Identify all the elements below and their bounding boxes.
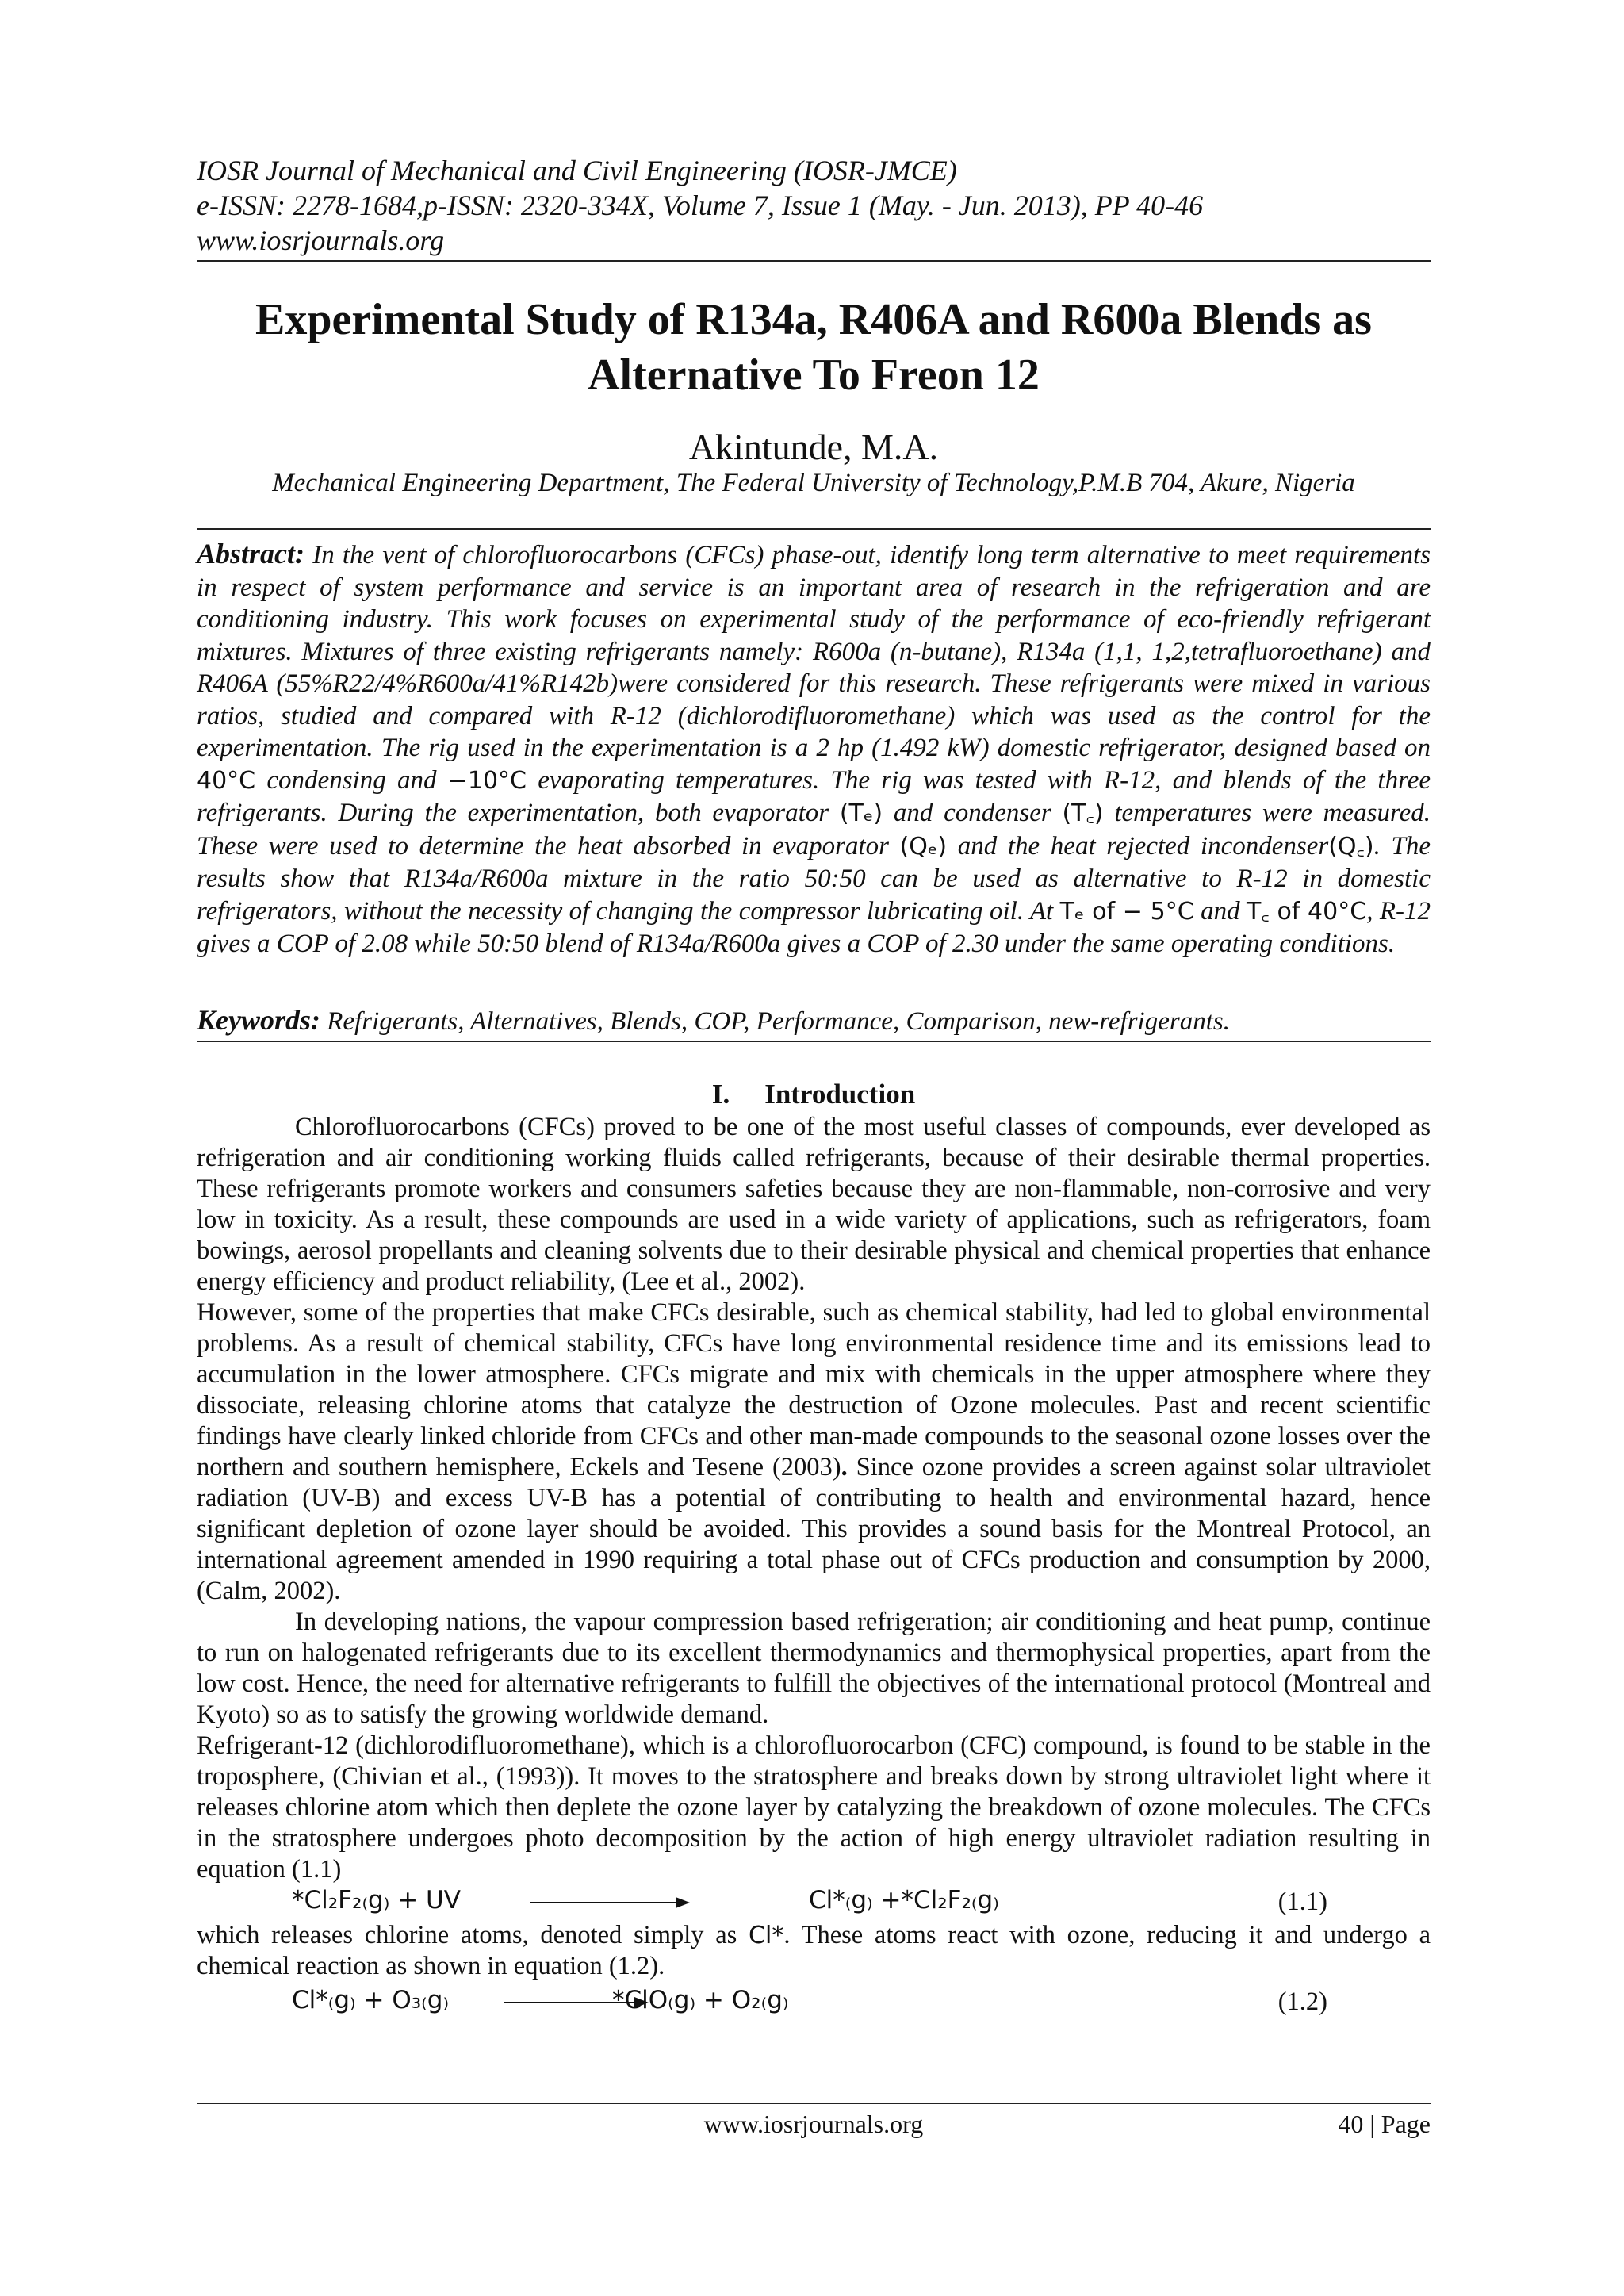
equation-lhs: *Cl₂F₂₍g₎ + UV <box>292 1886 461 1915</box>
footer-rule <box>197 2103 1431 2104</box>
equation-rhs: *ClO₍g₎ + O₂₍g₎ <box>612 1986 789 2014</box>
footer-url: www.iosrjournals.org <box>703 2110 924 2138</box>
math-inline: (Qₑ) <box>899 832 948 861</box>
equation-number: (1.1) <box>1277 1888 1327 1916</box>
abstract-text: and the heat rejected incondenser <box>947 831 1329 861</box>
equation-1-2 <box>197 1985 1431 2020</box>
abstract-text: temperatures were measured. These were used to determine the heat absorbed in evaporator <box>197 799 1431 861</box>
abstract-text: condensing and <box>255 765 448 795</box>
paragraph-text: . These atoms react with ozone, reducing it and undergo a chemical reaction as shown in equation (1.2). <box>197 1921 1431 1980</box>
math-inline: (Tₑ) <box>839 799 883 827</box>
paragraph-text: . <box>841 1453 848 1481</box>
section-number: I. <box>711 1079 730 1110</box>
equation-1-1 <box>197 1885 1431 1920</box>
abstract-text: In the vent of chlorofluorocarbons (CFCs) phase-out, identify long term alternative to meet requirements in respect of system performance and service is an important area of research in the refrigeration and are conditioning industry. This work focuses on experimental study of the performance of eco-friendly refrigerant mixtures. Mixtures of three existing refrigerants namely: R600a (n-butane), R134a (1,1, 1,2,tetrafluoroethane) and R406A (55%R22/4%R600a/41%R142b)were considered for this research. These refrigerants were mixed in various ratios, studied and compared with R-12 (dichlorodifluoromethane) which was used as the control for the experimentation. The rig used in the experimentation is a 2 hp (1.492 kW) domestic refrigerator, designed based on <box>197 541 1431 762</box>
paragraph: Chlorofluorocarbons (CFCs) proved to be one of the most useful classes of compounds, ever developed as refrigeration and air conditioning working fluids called refrigerants, because of their desirable thermal properties. These refrigerants promote workers and consumers safeties because they are non-flammable, non-corrosive and very low in toxicity. As a result, these compounds are used in a wide variety of applications, such as refrigerators, foam bowings, aerosol propellants and cleaning solvents due to their desirable physical and chemical properties that enhance energy efficiency and product reliability, (Lee et al., 2002). <box>197 1113 1431 1296</box>
math-inline: Cl* <box>749 1922 784 1949</box>
author-name: Akintunde, M.A. <box>688 427 939 467</box>
abstract-text: , R-12 gives a COP of 2.08 while 50:50 blend of R134a/R600a gives a COP of 2.30 under the same operating conditions. <box>197 896 1431 958</box>
paragraph <box>197 1920 1431 1982</box>
keywords-bottom-rule <box>197 1041 1431 1042</box>
math-inline: −10°C <box>447 766 527 795</box>
abstract <box>197 538 1431 960</box>
paragraph: Refrigerant-12 (dichlorodifluoromethane), which is a chlorofluorocarbon (CFC) compound, is found to be stable in the troposphere, (Chivian et al., (1993)). It moves to the stratosphere and breaks down by strong ultraviolet light where it releases chlorine atom which then deplete the ozone layer by catalyzing the breakdown of ozone molecules. The CFCs in the stratosphere undergoes photo decomposition by the action of high energy ultraviolet radiation resulting in equation (1.1) <box>197 1731 1431 1884</box>
paragraph-text: However, some of the properties that make CFCs desirable, such as chemical stability, had led to global environmental problems. As a result of chemical stability, CFCs have long environmental residence time and its emissions lead to accumulation in the lower atmosphere. CFCs migrate and mix with chemicals in the upper atmosphere where they dissociate, releasing chlorine atoms that catalyze the destruction of Ozone molecules. Past and recent scientific findings have clearly linked chloride from CFCs and other man-made compounds to the seasonal ozone losses over the northern and southern hemisphere, Eckels and Tesene (2003) <box>197 1298 1431 1481</box>
paragraph <box>197 1297 1431 1607</box>
page-footer <box>197 2108 1431 2140</box>
abstract-top-rule <box>197 528 1431 530</box>
journal-header <box>197 153 1431 258</box>
abstract-label: Abstract: <box>197 538 305 569</box>
paragraph-text: Since ozone provides a screen against solar ultraviolet radiation (UV-B) and excess UV-B has a potential of contributing to health and environmental hazard, hence significant depletion of ozone layer should be avoided. This provides a sound basis for the Montreal Protocol, an international agreement amended in 1990 requiring a total phase out of CFCs production and consumption by 2000, (Calm, 2002). <box>197 1453 1431 1605</box>
body-text <box>197 1112 1431 2020</box>
issn-line: e-ISSN: 2278-1684,p-ISSN: 2320-334X, Volume 7, Issue 1 (May. - Jun. 2013), PP 40-46 <box>197 190 1204 221</box>
math-inline: T꜀ of 40°C <box>1247 897 1367 926</box>
paragraph-text: which releases chlorine atoms, denoted simply as <box>197 1921 749 1949</box>
keywords-text: Refrigerants, Alternatives, Blends, COP, Performance, Comparison, new-refrigerants. <box>320 1007 1230 1036</box>
math-inline: (T꜀) <box>1062 799 1104 827</box>
journal-site: www.iosrjournals.org <box>197 224 445 256</box>
journal-name: IOSR Journal of Mechanical and Civil Engineering (IOSR-JMCE) <box>197 155 957 186</box>
abstract-text: and condenser <box>883 799 1063 827</box>
section-heading <box>197 1077 1431 1112</box>
equation-rhs: Cl*₍g₎ +*Cl₂F₂₍g₎ <box>809 1886 999 1915</box>
math-inline: (Q꜀) <box>1328 832 1374 861</box>
paper-title: Experimental Study of R134a, R406A and R600a Blends as Alternative To Freon 12 <box>255 295 1372 400</box>
paragraph: In developing nations, the vapour compression based refrigeration; air conditioning and heat pump, continue to run on halogenated refrigerants due to its excellent thermodynamics and thermophysical properties, apart from the low cost. Hence, the need for alternative refrigerants to fulfill the objectives of the international protocol (Montreal and Kyoto) so as to satisfy the growing worldwide demand. <box>197 1608 1431 1729</box>
equation-lhs: Cl*₍g₎ + O₃₍g₎ <box>292 1986 450 2014</box>
keywords-label: Keywords: <box>197 1004 320 1036</box>
author-affiliation: Mechanical Engineering Department, The Federal University of Technology,P.M.B 704, Akure, Nigeria <box>272 469 1355 497</box>
header-rule <box>197 260 1431 262</box>
abstract-text: evaporating temperatures. The rig was tested with R-12, and blends of the three refrigerants. During the experimentation, both evaporator <box>197 765 1431 827</box>
reaction-arrow-icon <box>530 1902 688 1903</box>
equation-number: (1.2) <box>1277 1987 1327 2016</box>
math-inline: Tₑ of − 5°C <box>1059 897 1194 926</box>
abstract-text: . The results show that R134a/R600a mixture in the ratio 50:50 can be used as alternative to R-12 in domestic refrigerators, without the necessity of changing the compressor lubricating oil. At <box>197 831 1431 926</box>
keywords <box>197 1004 1431 1037</box>
math-inline: 40°C <box>197 766 256 795</box>
section-title: Introduction <box>764 1079 916 1110</box>
page-number: 40 | Page <box>1338 2110 1431 2138</box>
abstract-text: and <box>1193 896 1247 926</box>
